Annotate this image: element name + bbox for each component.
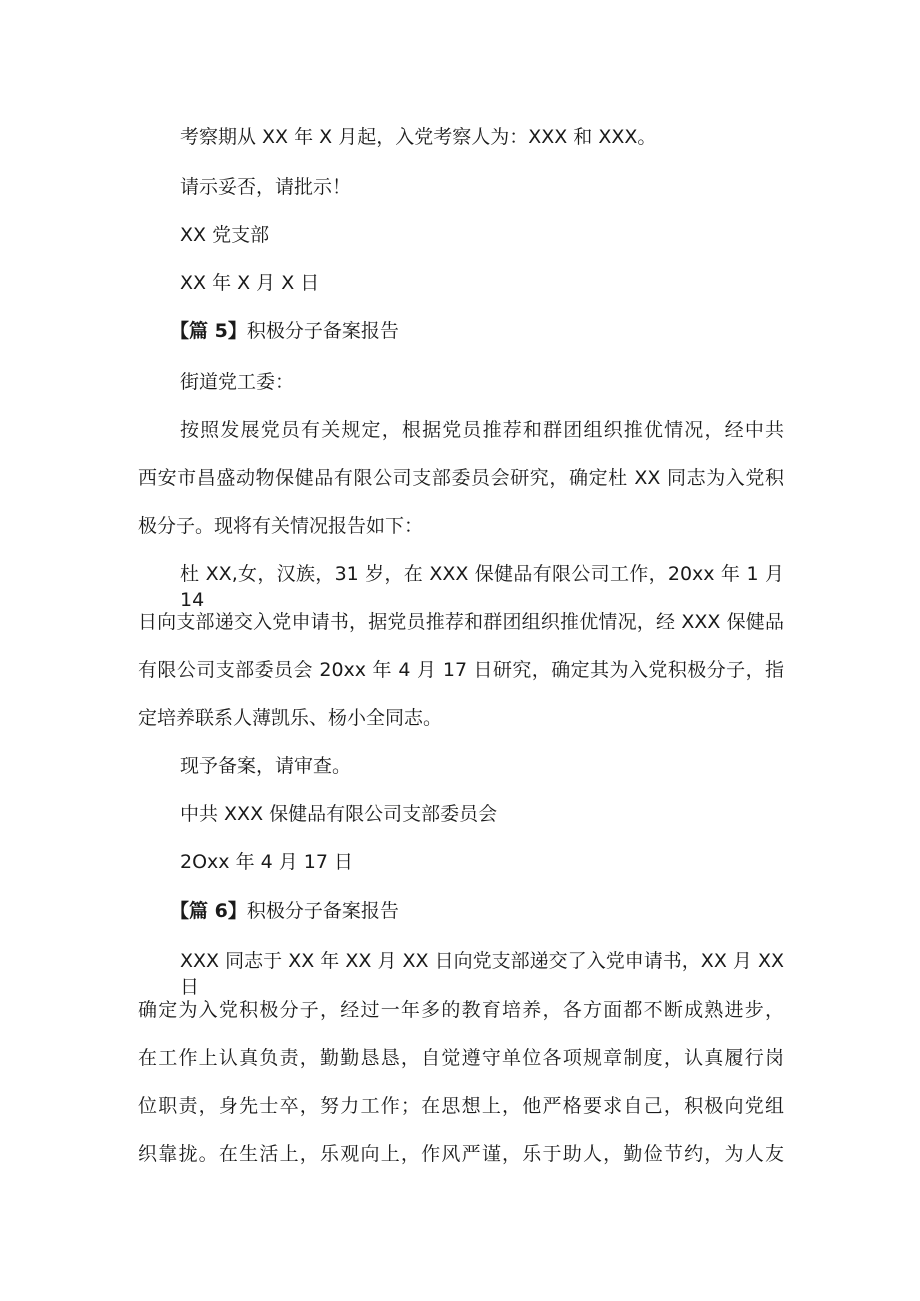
paragraph-line: 现予备案，请审查。 — [180, 755, 352, 777]
paragraph-line: 织靠拢。在生活上，乐观向上，作风严谨，乐于助人，勤俭节约，为人友 — [138, 1143, 784, 1165]
paragraph-line: 在工作上认真负责，勤勤恳恳，自觉遵守单位各项规章制度，认真履行岗 — [138, 1047, 784, 1069]
paragraph-line: 日向支部递交入党申请书，据党员推荐和群团组织推优情况，经 XXX 保健品 — [138, 611, 784, 633]
section-heading-title: 积极分子备案报告 — [246, 320, 399, 342]
paragraph-line: 按照发展党员有关规定，根据党员推荐和群团组织推优情况，经中共 — [180, 419, 784, 441]
paragraph-line: 极分子。现将有关情况报告如下： — [138, 515, 424, 537]
section-heading-6 — [170, 898, 816, 924]
paragraph-line: 位职责，身先士卒，努力工作；在思想上，他严格要求自己，积极向党组 — [138, 1095, 784, 1117]
paragraph-line: 考察期从 XX 年 X 月起，入党考察人为：XXX 和 XXX。 — [180, 126, 657, 148]
paragraph-line: XXX 同志于 XX 年 XX 月 XX 日向党支部递交了入党申请书，XX 月 XX 日 — [180, 950, 784, 998]
paragraph-line: XX 党支部 — [180, 224, 270, 246]
section-heading-number: 【篇 6】 — [170, 900, 247, 922]
paragraph-line: 西安市昌盛动物保健品有限公司支部委员会研究，确定杜 XX 同志为入党积 — [138, 467, 784, 489]
paragraph-line: 中共 XXX 保健品有限公司支部委员会 — [180, 803, 498, 825]
paragraph-line: 有限公司支部委员会 20xx 年 4 月 17 日研究，确定其为入党积极分子，指 — [138, 659, 784, 681]
paragraph-line: 2Oxx 年 4 月 17 日 — [180, 851, 353, 873]
section-heading-5 — [170, 318, 816, 344]
paragraph-line: 请示妥否，请批示！ — [180, 176, 352, 198]
paragraph-line: 杜 XX,女，汉族，31 岁，在 XXX 保健品有限公司工作，20xx 年 1 月 14 — [180, 563, 784, 611]
paragraph-line: 街道党工委： — [180, 371, 295, 393]
section-heading-number: 【篇 5】 — [170, 320, 247, 342]
paragraph-line: XX 年 X 月 X 日 — [180, 272, 320, 294]
paragraph-line: 确定为入党积极分子，经过一年多的教育培养，各方面都不断成熟进步， — [138, 999, 784, 1021]
section-heading-title: 积极分子备案报告 — [246, 900, 399, 922]
paragraph-line: 定培养联系人薄凯乐、杨小全同志。 — [138, 707, 443, 729]
